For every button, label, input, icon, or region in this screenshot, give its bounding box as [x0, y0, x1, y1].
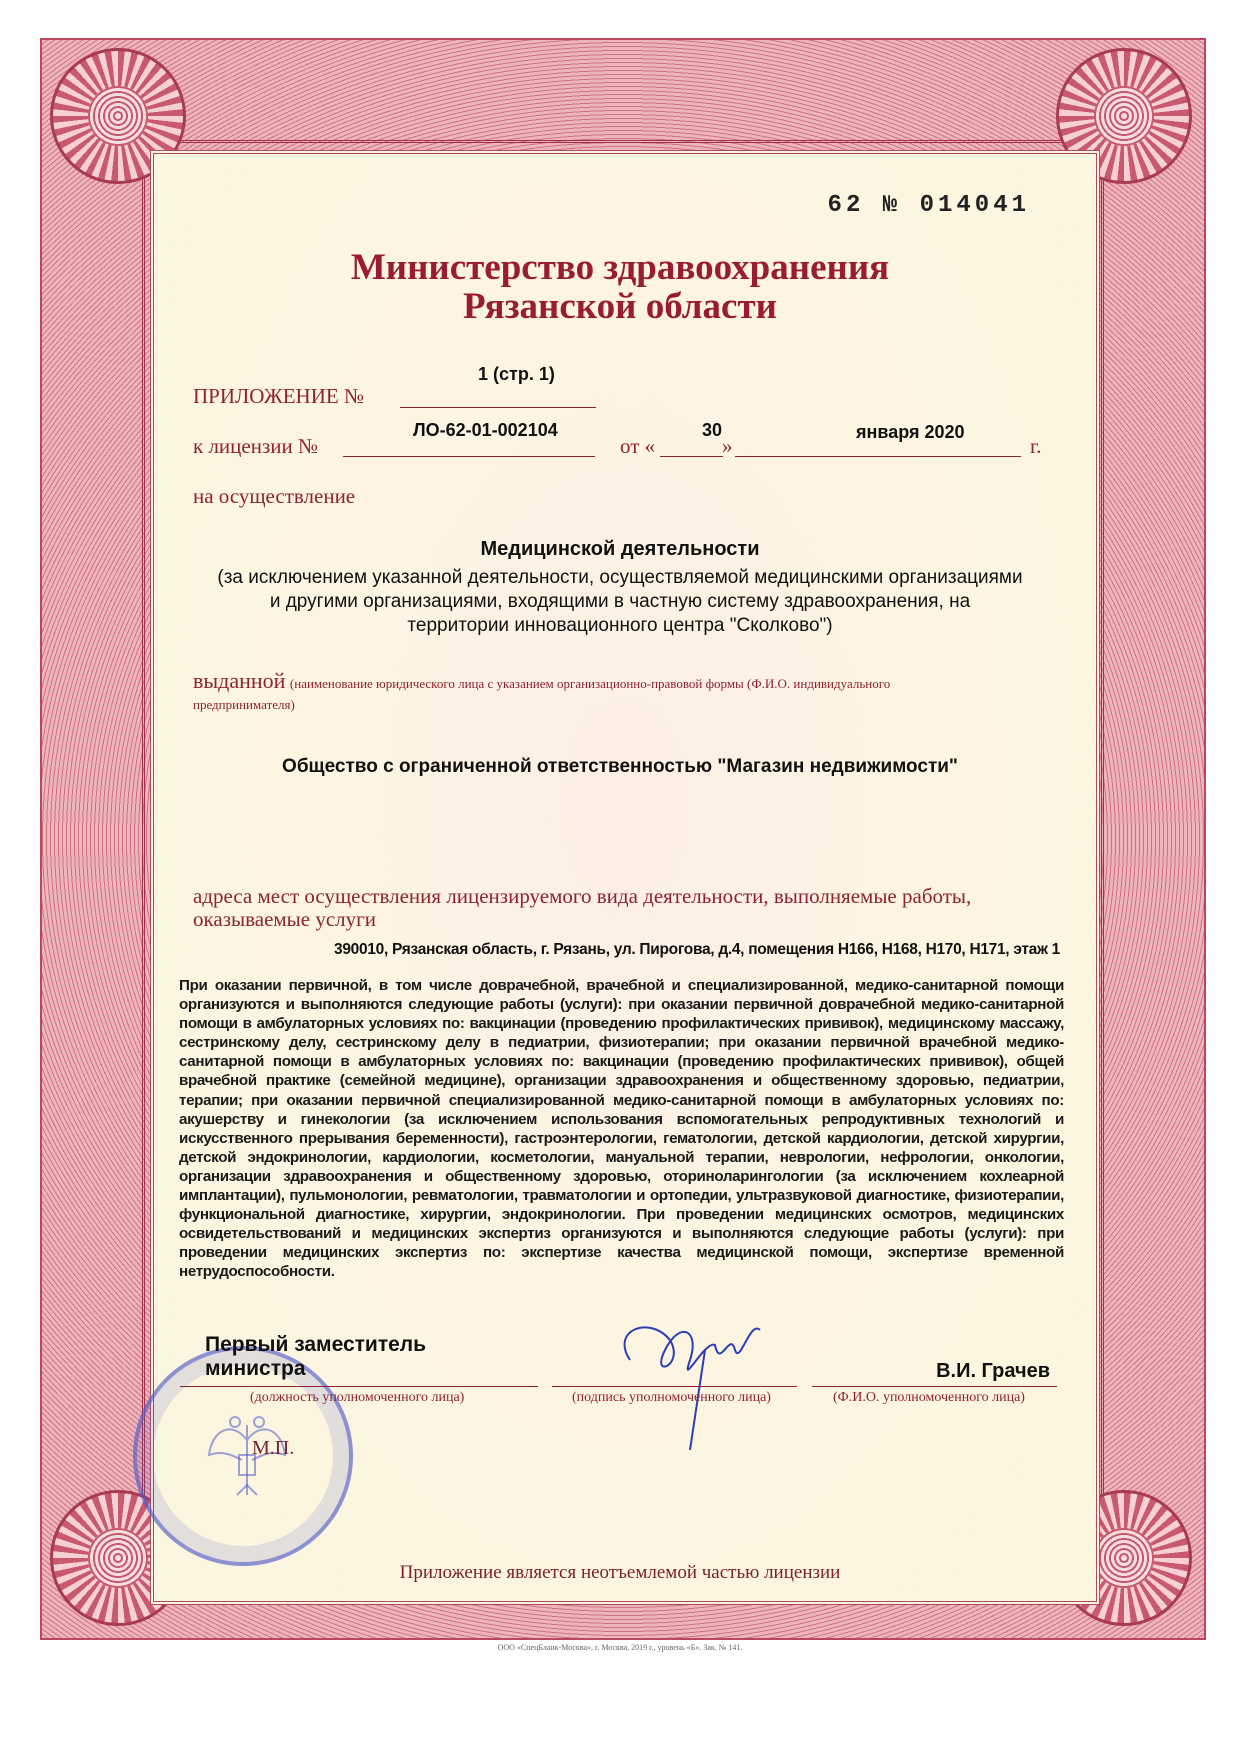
position-caption: (должность уполномоченного лица) — [250, 1390, 465, 1405]
addresses-label-line1: адреса мест осуществления лицензируемого вида деятельности, выполняемые работы, — [193, 884, 972, 908]
activity-name: Медицинской деятельности — [480, 538, 760, 560]
addresses-label-line2: оказываемые услуги — [193, 907, 377, 931]
signer-position-line1: Первый заместитель — [205, 1333, 427, 1356]
license-day: 30 — [702, 420, 723, 440]
services-list: При оказании первичной, в том числе доврачебной, врачебной и специализированной, медико-санитарной помощи организуются и выполняются следующие работы (услуги): при оказании первичной доврачебной медико-санитарной помощи в амбулаторных условиях по: вакцинации (проведению профилактических прививок), медицинскому массажу, сестринскому делу, сестринскому делу в педиатрии, физиотерапии; при оказании первичной врачебной медико-санитарной помощи в амбулаторных условиях по: вакцинации (проведению профилактических прививок), общей врачебной практике (семейной медицине), организации здравоохранения и общественному здоровью, педиатрии, терапии; при оказании первичной специализированной медико-санитарной помощи в амбулаторных условиях по: акушерству и гинекологии (за исключением использования вспомогательных репродуктивных технологий и искусственного прерывания беременности), гастроэнтерологии, гематологии, детской кардиологии, детской хирургии, детской эндокринологии, кардиологии, косметологии, мануальной терапии, неврологии, нефрологии, онкологии, организации здравоохранения и общественному здоровью, оториноларингологии (за исключением кохлеарной имплантации), пульмонологии, ревматологии, травматологии и ортопедии, ультразвуковой диагностике, физиотерапии, функциональной диагностике, хирургии, эндокринологии. При проведении медицинских осмотров, медицинских освидетельствований и медицинских экспертиз организуются и выполняются следующие работы (услуги): при проведении медицинских экспертиз по: экспертизе качества медицинской помощи, экспертизе временной нетрудоспособности. — [179, 977, 1064, 1281]
activity-note-line: (за исключением указанной деятельности, осуществляемой медицинскими организациями — [217, 567, 1023, 588]
license-from-label: от « — [620, 434, 656, 458]
license-number: ЛО-62-01-002104 — [413, 420, 558, 440]
serial-number: 62 № 014041 — [827, 192, 1030, 219]
license-from-close: » — [722, 434, 733, 458]
activity-note-line: и другими организациями, входящими в частную систему здравоохранения, на — [269, 591, 971, 612]
seal-mark: М.П. — [252, 1437, 295, 1459]
signer-position-line2: министра — [205, 1357, 306, 1380]
license-month-year: января 2020 — [856, 422, 965, 442]
activity-label: на осуществление — [193, 484, 356, 508]
handwritten-signature — [610, 1310, 770, 1460]
license-label: к лицензии № — [193, 434, 319, 458]
printer-note: ООО «СпецБланк-Москва», г. Москва, 2019 г., уровень «Б». Зак. № 141. — [497, 1643, 743, 1652]
signature-caption: (подпись уполномоченного лица) — [572, 1390, 771, 1405]
issuer-title-line2: Рязанской области — [463, 286, 777, 327]
organization-name: Общество с ограниченной ответственностью "Магазин недвижимости" — [282, 756, 958, 777]
issuer-title-line1: Министерство здравоохранения — [350, 247, 890, 288]
signer-name: В.И. Грачев — [936, 1360, 1050, 1382]
appendix-footer-note: Приложение является неотъемлемой частью лицензии — [399, 1562, 841, 1583]
address: 390010, Рязанская область, г. Рязань, ул. Пирогова, д.4, помещения Н166, Н168, Н170, Н171, этаж 1 — [334, 941, 1060, 958]
issued-hint-line2: предпринимателя) — [193, 697, 295, 712]
appendix-label: ПРИЛОЖЕНИЕ № — [193, 384, 364, 408]
issued-label-row: выданной (наименование юридического лица с указанием организационно-правовой формы (Ф.И.О. индивидуального — [193, 668, 891, 693]
activity-note-line: территории инновационного центра "Сколково") — [407, 615, 833, 636]
year-suffix: г. — [1030, 434, 1042, 458]
name-caption: (Ф.И.О. уполномоченного лица) — [833, 1390, 1025, 1405]
appendix-number: 1 (стр. 1) — [478, 364, 555, 384]
